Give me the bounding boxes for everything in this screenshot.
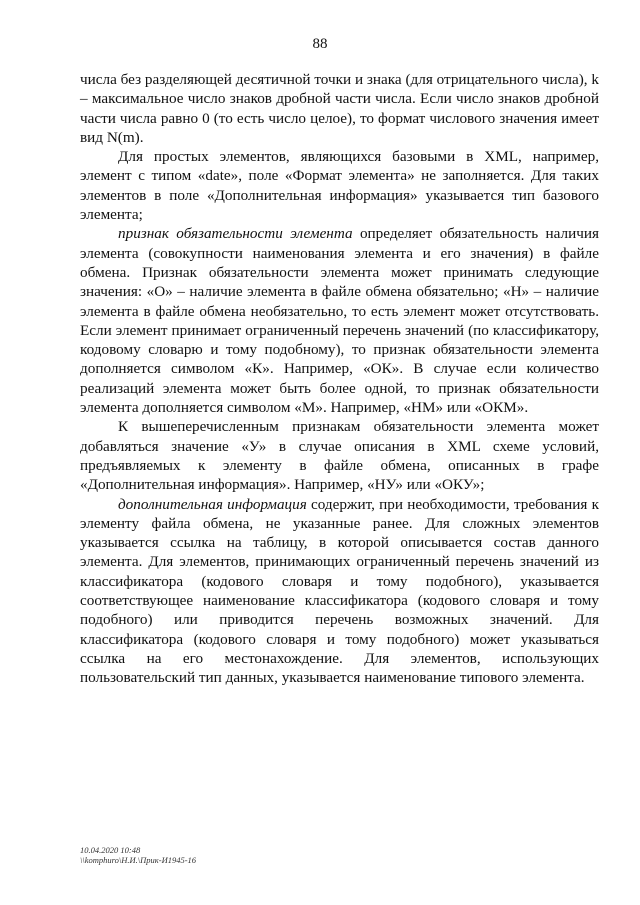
document-body [80, 70, 599, 688]
paragraph-condition-flag: К вышеперечисленным признакам обязательности элемента может добавляться значение «У» в случае описания в XML схеме условий, предъявляемых к элементу в файле обмена, описанных в графе «Дополнительная информация». Например, «НУ» или «ОКУ»; [80, 418, 599, 494]
term-additional-info: дополнительная информация [118, 495, 307, 513]
footer-stamp [80, 845, 196, 865]
paragraph-additional-info-text: содержит, при необходимости, требования к элементу файла обмена, не указанные ранее. Для сложных элементов указывается ссылка на таблицу, в которой описывается состав данного элемента. Для элементов, принимающих ограниченный перечень значений из классификатора (кодового словаря и тому подобного), указывается соответствующее наименование классификатора (кодового словаря и тому подобного) или приводится перечень возможных значений. Для классификатора (кодового словаря и тому подобного) может указываться ссылка на его местонахождение. Для элементов, использующих пользовательский тип данных, указывается наименование типового элемента. [80, 495, 599, 687]
term-required-flag: признак обязательности элемента [118, 225, 353, 243]
paragraph-number-format: числа без разделяющей десятичной точки и знака (для отрицательного числа), k – максимальное число знаков дробной части числа. Если число знаков дробной части числа равно 0 (то есть число целое), то формат числового значения имеет вид N(m). [80, 71, 599, 146]
footer-file-path: \\komphuro\Н.И.\Прик-И1945-16 [80, 855, 197, 865]
paragraph-additional-info [80, 495, 599, 688]
page-number: 88 [312, 36, 328, 52]
footer-timestamp: 10.04.2020 10:48 [80, 845, 141, 855]
paragraph-simple-elements: Для простых элементов, являющихся базовыми в XML, например, элемент с типом «date», поле «Формат элемента» не заполняется. Для таких элементов в поле «Дополнительная информация» указывается тип базового элемента; [80, 148, 599, 224]
paragraph-required-flag-text: определяет обязательность наличия элемента (совокупности наименования элемента и его значения) в файле обмена. Признак обязательности элемента может принимать следующие значения: «О» – наличие элемента в файле обмена обязательно; «Н» – наличие элемента в файле обмена необязательно, то есть элемент может отсутствовать. Если элемент принимает ограниченный перечень значений (по классификатору, кодовому словарю и тому подобному), то признак обязательности элемента дополняется символом «К». Например, «ОК». В случае если количество реализаций элемента может быть более одной, то признак обязательности элемента дополняется символом «М». Например, «НМ» или «ОКМ». [80, 225, 599, 417]
paragraph-required-flag [80, 224, 599, 417]
